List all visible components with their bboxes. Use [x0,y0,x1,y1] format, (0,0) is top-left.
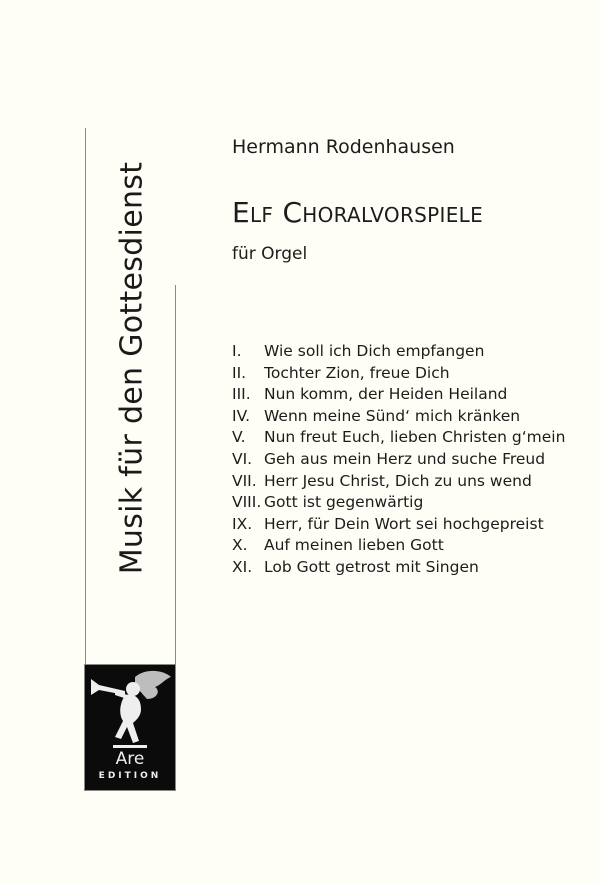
contents-item [232,427,565,449]
item-number: VII. [232,471,257,490]
contents-list [232,341,565,579]
contents-item [232,535,565,557]
logo-edition-text: EDITION [98,771,162,781]
spine-rule-left [85,128,86,664]
instrumentation: für Orgel [232,244,308,264]
contents-item [232,384,565,406]
contents-item [232,557,565,579]
item-title: Geh aus mein Herz und suche Freud [264,449,546,468]
contents-item [232,471,565,493]
item-number: III. [232,385,251,404]
contents-item [232,341,565,363]
item-number: VIII. [232,493,262,512]
publisher-logo [84,664,176,791]
logo-are-text: Are [115,749,145,769]
composer-name: Hermann Rodenhausen [232,136,455,158]
work-title: Elf Choralvorspiele [232,196,484,229]
contents-item [232,363,565,385]
item-title: Auf meinen lieben Gott [264,536,444,555]
item-number: XI. [232,557,253,576]
spine-rule-right [175,285,176,665]
contents-item [232,514,565,536]
cherub-trumpet-icon [85,665,177,755]
item-title: Tochter Zion, freue Dich [264,363,450,382]
series-title: Musik für den Gottesdienst [114,161,150,575]
item-number: I. [232,342,242,360]
contents-item [232,492,565,514]
contents-item [232,406,565,428]
item-number: X. [232,536,248,555]
item-title: Herr, für Dein Wort sei hochgepreist [264,514,544,533]
item-title: Wie soll ich Dich empfangen [264,342,485,360]
item-number: V. [232,428,246,447]
item-title: Wenn meine Sünd‘ mich kränken [264,406,521,425]
item-number: IX. [232,514,253,533]
item-title: Nun komm, der Heiden Heiland [264,385,508,404]
item-number: IV. [232,406,251,425]
item-number: II. [232,363,247,382]
item-title: Herr Jesu Christ, Dich zu uns wend [264,471,532,490]
item-title: Nun freut Euch, lieben Christen g‘mein [264,428,566,447]
item-number: VI. [232,449,253,468]
item-title: Gott ist gegenwärtig [264,493,424,512]
item-title: Lob Gott getrost mit Singen [264,557,479,576]
contents-item [232,449,565,471]
